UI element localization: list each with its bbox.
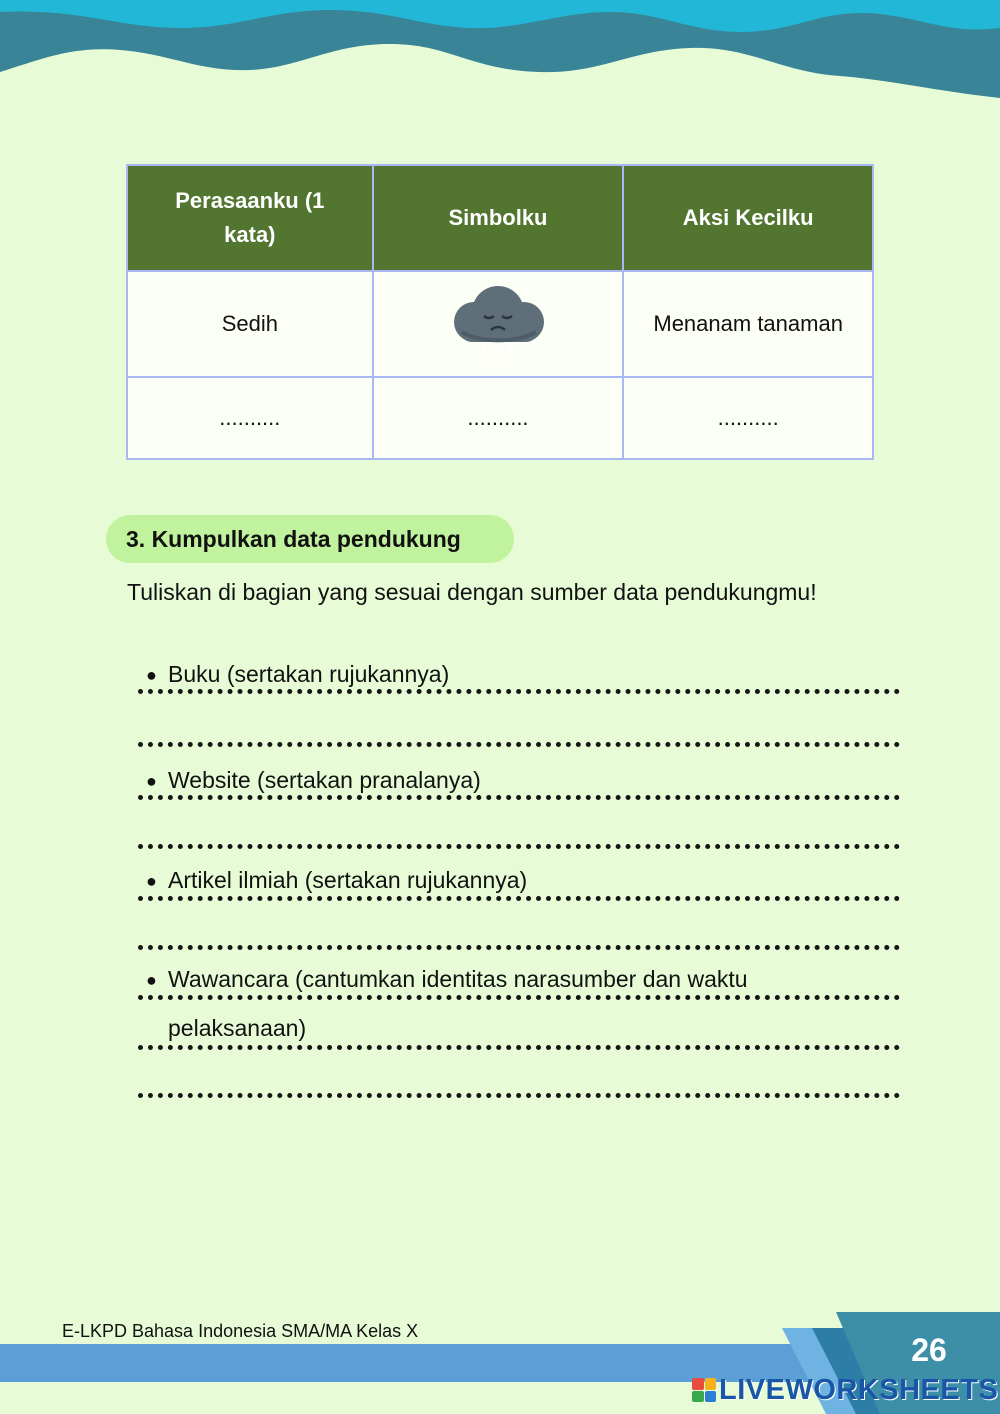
answer-line-book-1[interactable] — [138, 689, 900, 694]
footer-title: E-LKPD Bahasa Indonesia SMA/MA Kelas X — [62, 1321, 419, 1341]
bullet-dot-icon: ● — [146, 665, 157, 685]
bullet-website — [146, 765, 481, 796]
cell-action-blank[interactable]: .......... — [623, 377, 873, 459]
bullet-label: Buku (sertakan rujukannya) — [168, 661, 450, 687]
bullet-dot-icon: ● — [146, 970, 157, 990]
answer-line-website-1[interactable] — [138, 795, 900, 800]
answer-line-interview-3[interactable] — [138, 1093, 900, 1098]
bullet-label: Wawancara (cantumkan identitas narasumber dan waktu — [168, 966, 748, 992]
header-wave-decoration — [0, 0, 1000, 110]
feelings-table — [126, 164, 874, 460]
bullet-book — [146, 659, 449, 690]
sad-rain-cloud-icon — [446, 282, 550, 366]
header-action: Aksi Kecilku — [623, 165, 873, 271]
liveworksheets-logo — [692, 1372, 998, 1408]
cell-action: Menanam tanaman — [623, 271, 873, 377]
cell-symbol-blank[interactable]: .......... — [373, 377, 624, 459]
cell-symbol — [373, 271, 624, 377]
bullet-dot-icon: ● — [146, 871, 157, 891]
bullet-interview — [146, 964, 748, 995]
liveworksheets-wordmark: LIVEWORKSHEETS — [719, 1373, 999, 1406]
answer-line-website-2[interactable] — [138, 844, 900, 849]
liveworksheets-mark-icon — [692, 1378, 716, 1402]
bullet-interview-continued: pelaksanaan) — [168, 1015, 307, 1041]
page-number: 26 — [911, 1332, 947, 1368]
instruction-text: Tuliskan di bagian yang sesuai dengan sumber data pendukungmu! — [127, 579, 817, 605]
answer-line-article-1[interactable] — [138, 896, 900, 901]
bullet-label: Artikel ilmiah (sertakan rujukannya) — [168, 867, 528, 893]
answer-line-article-2[interactable] — [138, 945, 900, 950]
cell-feeling: Sedih — [127, 271, 373, 377]
bullet-dot-icon: ● — [146, 771, 157, 791]
answer-line-book-2[interactable] — [138, 742, 900, 747]
cell-feeling-blank[interactable]: .......... — [127, 377, 373, 459]
bullet-article — [146, 865, 527, 896]
header-feeling: Perasaanku (1 kata) — [127, 165, 373, 271]
answer-line-interview-1[interactable] — [138, 995, 900, 1000]
header-symbol: Simbolku — [373, 165, 624, 271]
section-title: 3. Kumpulkan data pendukung — [106, 515, 514, 563]
answer-line-interview-2[interactable] — [138, 1045, 900, 1050]
bullet-label: Website (sertakan pranalanya) — [168, 767, 481, 793]
